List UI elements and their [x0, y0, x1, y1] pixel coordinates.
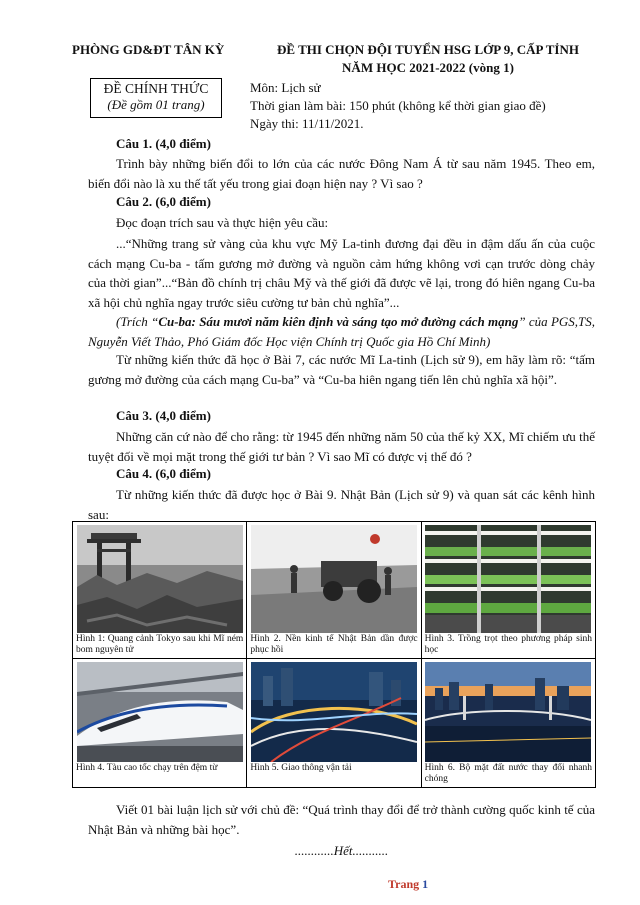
figure-2-cell	[247, 522, 421, 659]
question-2-source	[88, 312, 595, 351]
figure-3-caption: Hình 3. Trồng trọt theo phương pháp sinh học	[424, 634, 592, 655]
question-4-task: Viết 01 bài luận lịch sử với chủ đề: “Quá trình thay đổi để trở thành cường quốc kinh tế của Nhật Bản và những bài học”.	[88, 802, 595, 837]
question-2-title: Câu 2. (6,0 điểm)	[116, 194, 211, 209]
question-1-text: Trình bày những biến đổi to lớn của các nước Đông Nam Á từ sau năm 1945. Theo em, biến đổi nào là xu thế tất yếu trong giai đoạn hiện nay ? Vì sao ?	[88, 156, 595, 191]
figure-4-caption: Hình 4. Tàu cao tốc chạy trên đệm từ	[76, 763, 218, 773]
page-label: Trang	[388, 877, 420, 891]
official-exam-box	[90, 78, 222, 118]
figure-grid	[72, 521, 596, 788]
city-skyline-photo	[425, 662, 591, 762]
question-2-task: Từ những kiến thức đã học ở Bài 7, các nước Mĩ La-tinh (Lịch sử 9), em hãy làm rõ: “tấm gương mở đường của cách mạng Cu-ba” và “Cu-ba hiên ngang tiến lên chủ nghĩa xã hội”.	[88, 352, 595, 387]
bombed-tokyo-photo	[77, 525, 243, 633]
exam-title: ĐỀ THI CHỌN ĐỘI TUYỂN HSG LỚP 9, CẤP TỈNH	[277, 42, 579, 57]
figure-1-caption: Hình 1: Quang cảnh Tokyo sau khi Mĩ ném bom nguyên tử	[76, 634, 244, 655]
source-suffix: ” của PGS,TS, Nguyễn Viết Thảo, Phó Giám đốc Học viện Chính trị Quốc gia Hồ Chí Minh)	[88, 314, 596, 349]
figure-5-caption: Hình 5. Giao thông vận tải	[250, 763, 352, 773]
question-2-intro: Đọc đoạn trích sau và thực hiện yêu cầu:	[116, 215, 329, 230]
figure-1-cell	[73, 522, 247, 659]
figure-5-cell	[247, 659, 421, 788]
figure-3-cell	[421, 522, 595, 659]
question-2-quote: ...“Những trang sử vàng của khu vực Mỹ La-tinh đương đại đều in đậm dấu ấn của cuộc cách mạng Cu-ba - tấm gương mở đường và nguồn cảm hứng không vơi cạn trước dòng chảy của thời gian”...“Bản đồ chính trị châu Mỹ và thế giới đã được vẽ lại, trong đó hiên ngang Cu-ba xã hội chủ nghĩa ngay trước siêu cường tư bản chủ nghĩa”...	[88, 236, 595, 310]
subject: Môn: Lịch sử	[250, 80, 321, 95]
question-3-title: Câu 3. (4,0 điểm)	[116, 408, 211, 423]
question-1-title: Câu 1. (4,0 điểm)	[116, 136, 211, 151]
exam-date: Ngày thi: 11/11/2021.	[250, 116, 364, 131]
source-prefix: (Trích “	[116, 314, 159, 329]
hydroponic-farming-photo	[425, 525, 591, 633]
figure-6-cell	[421, 659, 595, 788]
end-marker: ............Hết...........	[294, 843, 389, 858]
pages-note: (Đề gồm 01 trang)	[107, 97, 205, 112]
figure-4-cell	[73, 659, 247, 788]
figure-2-caption: Hình 2. Nền kinh tế Nhật Bản dần được phục hồi	[250, 634, 418, 655]
page-footer	[388, 877, 428, 892]
department-name: PHÒNG GD&ĐT TÂN KỲ	[72, 42, 225, 57]
question-3-text: Những căn cứ nào để cho rằng: từ 1945 đến những năm 50 của thế kỷ XX, Mĩ chiếm ưu thế tuyệt đối về mọi mặt trong thế giới tư bản ? Vì sao Mĩ có được vị thế đó ?	[88, 429, 595, 464]
duration: Thời gian làm bài: 150 phút (không kể thời gian giao đề)	[250, 98, 546, 113]
question-4-title: Câu 4. (6,0 điểm)	[116, 466, 211, 481]
figure-6-caption: Hình 6. Bộ mặt đất nước thay đổi nhanh chóng	[424, 763, 592, 784]
transport-interchange-photo	[251, 662, 417, 762]
official-label: ĐỀ CHÍNH THỨC	[103, 81, 209, 96]
question-4-intro: Từ những kiến thức đã được học ở Bài 9. Nhật Bản (Lịch sử 9) và quan sát các kênh hình sau:	[88, 487, 595, 522]
economy-recovery-photo	[251, 525, 417, 633]
school-year: NĂM HỌC 2021-2022 (vòng 1)	[342, 60, 514, 75]
page-number: 1	[422, 877, 429, 891]
maglev-train-photo	[77, 662, 243, 762]
source-title: Cu-ba: Sáu mươi năm kiên định và sáng tạo mở đường cách mạng	[158, 314, 519, 329]
